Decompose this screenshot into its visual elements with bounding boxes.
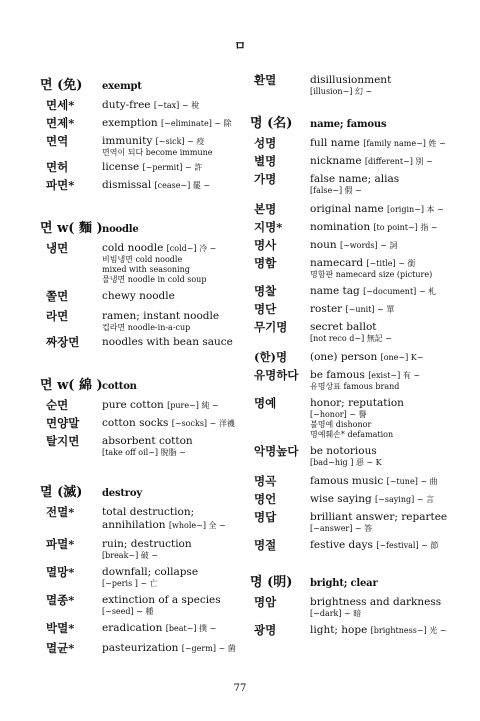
entry [40, 538, 240, 566]
entry-note: [one~] K~ [380, 353, 424, 362]
entry-word: 환멸 [254, 73, 277, 87]
entry [40, 566, 240, 594]
entry [250, 303, 465, 321]
entry-sub: [~peris ] ~ 亡 [102, 579, 158, 588]
entry-def: ramen; instant noodle [102, 310, 220, 322]
entry-sub: [bad~hig ] 惡 ~ K [310, 458, 382, 467]
section-gloss: exempt [102, 81, 142, 92]
entry-def: eradication [102, 622, 166, 634]
entry-note: [whole~] 全 ~ [168, 521, 226, 530]
entry-note: [~tax] ~ 稅 [153, 101, 200, 110]
entry-def: light; hope [310, 624, 371, 636]
entry [40, 135, 240, 161]
entry-note: [~permit] ~ 許 [142, 163, 203, 172]
entry-sub: [~honor] ~ 譽 [310, 410, 367, 419]
entry-note: [~festival] ~ 節 [376, 541, 439, 550]
section-headword: 면 w( 綿 ) [40, 378, 103, 393]
entry [250, 203, 465, 221]
section-heading [250, 571, 465, 590]
entry-def: be famous [310, 369, 369, 381]
entry-word: 명단 [254, 302, 277, 316]
entry-word: 냉면 [46, 241, 69, 255]
entry-note: [family name~] 姓 ~ [363, 139, 446, 148]
entry-def: wise saying [310, 493, 376, 505]
entry [40, 642, 240, 660]
entry-def: brilliant answer; repartee [310, 511, 448, 523]
entry-word: 면역 [46, 134, 69, 148]
section-heading [40, 74, 240, 93]
entry-word: 전멸* [46, 505, 75, 519]
section-gloss: noodle [102, 224, 139, 235]
entry-note: [brightness~] 光 ~ [370, 626, 447, 635]
entry-word: 명답 [254, 510, 277, 524]
entry-def: pure cotton [102, 399, 168, 411]
entry-def: nomination [310, 221, 374, 233]
entry-word: 별명 [254, 154, 277, 168]
section-gloss: destroy [102, 488, 142, 499]
entry [250, 511, 465, 539]
entry-sub: [not reco d~] 無記 ~ [310, 334, 392, 343]
entry [250, 351, 465, 369]
entry-word: 멸종* [46, 593, 75, 607]
entry-word: 무기명 [254, 320, 288, 334]
entry-word: 명절 [254, 538, 277, 552]
entry [40, 435, 240, 461]
section-headword: 면 (免) [40, 78, 83, 93]
section-gloss: bright; clear [310, 578, 378, 589]
entry-sub: 물냉면 noodle in cold soup [102, 275, 207, 284]
entry-def: duty-free [102, 99, 154, 111]
entry-word: 면허 [46, 160, 69, 174]
entry-word: 면세* [46, 98, 75, 112]
entry [40, 622, 240, 642]
right-column [250, 74, 465, 642]
entry-word: 파면* [46, 178, 75, 192]
entry [250, 257, 465, 285]
entry-def: absorbent cotton [102, 435, 193, 447]
entry-note: [~socks] ~ 洋襪 [171, 419, 235, 428]
entry-word: 본명 [254, 202, 277, 216]
entry-sub: 비빔냉면 cold noodle [102, 255, 183, 264]
section-gloss: name; famous [310, 119, 387, 130]
entry [250, 369, 465, 397]
entry [40, 336, 240, 354]
entry-note: [exist~] 有 ~ [368, 371, 421, 380]
entry-note: [~document] ~ 札 [363, 287, 437, 296]
entry-note: [pure~] 純 ~ [167, 401, 219, 410]
entry-sub: 면역이 되다 become immune [102, 148, 213, 157]
entry-def: original name [310, 203, 388, 215]
entry-sub: [~dark] ~ 暗 [310, 609, 362, 618]
entry-def: namecard [310, 257, 367, 269]
section-headword: 면 w( 麵 ) [40, 221, 103, 236]
entry-sub: 명함판 namecard size (picture) [310, 270, 433, 279]
entry-def: noodles with bean sauce [102, 336, 233, 348]
entry-def: noun [310, 239, 340, 251]
section-headword: 멸 (滅) [40, 485, 83, 500]
entry-sub: 명예훼손* defamation [310, 430, 394, 439]
entry-sub: [~seed] ~ 種 [102, 607, 154, 616]
entry-note: [cold~] 冷 ~ [166, 244, 217, 253]
entry-def: (one) person [310, 351, 381, 363]
entry-note: [~title] ~ 銜 [366, 259, 416, 268]
entry [250, 397, 465, 445]
entry-def: extinction of a species [102, 594, 221, 606]
entry-def: be notorious [310, 445, 377, 457]
entry [250, 475, 465, 493]
entry-word: 쫄면 [46, 289, 69, 303]
entry-def: cotton socks [102, 417, 172, 429]
entry-def: honor; reputation [310, 397, 404, 409]
entry-sub: [~answer] ~ 答 [310, 524, 373, 533]
entry-note: [~words] ~ 詞 [339, 241, 398, 250]
entry-def: full name [310, 137, 364, 149]
entry [250, 285, 465, 303]
entry-def: name tag [310, 285, 364, 297]
entry-def: famous music [310, 475, 387, 487]
entry [250, 445, 465, 475]
entry-word: 악명높다 [254, 444, 299, 458]
entry-word: 가명 [254, 172, 277, 186]
entry [40, 99, 240, 117]
entry [250, 173, 465, 203]
entry [40, 242, 240, 290]
entry-sub: [false~] 假 ~ [310, 186, 362, 195]
entry-def: cold noodle [102, 242, 167, 254]
section-heading [40, 374, 240, 393]
entry-word: 멸망* [46, 565, 75, 579]
entry-def: total destruction; annihilation [102, 506, 195, 531]
entry-def: exemption [102, 117, 162, 129]
entry-word: 명예 [254, 396, 277, 410]
entry [40, 506, 240, 538]
entry-def: license [102, 161, 143, 173]
entry-sub: [illusion~] 幻 ~ [310, 87, 373, 96]
entry-word: 탈지면 [46, 434, 80, 448]
entry [40, 290, 240, 310]
entry-note: [cease~] 罷 ~ [154, 181, 211, 190]
entry-note: [~sick] ~ 疫 [155, 137, 205, 146]
entry [40, 117, 240, 135]
entry-def: pasteurization [102, 642, 182, 654]
entry-word: 명찰 [254, 284, 277, 298]
entry-def: roster [310, 303, 346, 315]
entry-sub: 유명상표 famous brand [310, 382, 400, 391]
entry [250, 321, 465, 351]
section-headword: 명 (明) [250, 575, 293, 590]
entry-note: [~germ] ~ 菌 [181, 644, 236, 653]
entry-def: brightness and darkness [310, 596, 442, 608]
entry-word: 명함 [254, 256, 277, 270]
entry-sub: mixed with seasoning [102, 265, 190, 274]
entry [250, 155, 465, 173]
entry-note: [to point~] 指 ~ [373, 223, 438, 232]
entry-sub: 불명예 dishonor [310, 420, 372, 429]
entry-def: disillusionment [310, 74, 392, 86]
entry-note: [different~] 別 ~ [364, 157, 433, 166]
section-heading [40, 217, 240, 236]
entry-word: 유명하다 [254, 368, 299, 382]
entry-def: immunity [102, 135, 156, 147]
entry-note: [origin~] 本 ~ [387, 205, 444, 214]
entry-sub: [break~] 破 ~ [102, 551, 159, 560]
entry [40, 417, 240, 435]
entry [250, 493, 465, 511]
entry-word: 명언 [254, 492, 277, 506]
entry-word: 파멸* [46, 537, 75, 551]
entry-word: 광명 [254, 623, 277, 637]
entry [250, 221, 465, 239]
entry [250, 239, 465, 257]
entry-word: 라면 [46, 309, 69, 323]
entry-word: 명곡 [254, 474, 277, 488]
entry-def: festive days [310, 539, 377, 551]
entry-word: 명사 [254, 238, 277, 252]
entry-sub: 컵라면 noodle-in-a-cup [102, 323, 191, 332]
entry-def: secret ballot [310, 321, 377, 333]
section-gloss: cotton [102, 381, 137, 392]
entry-def: downfall; collapse [102, 566, 199, 578]
entry-word: 순면 [46, 398, 69, 412]
entry [250, 539, 465, 557]
section-heading [40, 481, 240, 500]
entry-word: 면제* [46, 116, 75, 130]
entry [40, 310, 240, 336]
entry-note: [beat~] 撲 ~ [165, 624, 217, 633]
entry-def: dismissal [102, 179, 155, 191]
entry-def: false name; alias [310, 173, 400, 185]
entry-note: [~saying] ~ 言 [375, 495, 435, 504]
entry-def: nickname [310, 155, 365, 167]
entry-word: 면양말 [46, 416, 80, 430]
entry-def: chewy noodle [102, 290, 175, 302]
entry-word: 멸균* [46, 641, 75, 655]
entry-note: [~tune] ~ 曲 [386, 477, 438, 486]
entry-note: [~eliminate] ~ 除 [161, 119, 232, 128]
entry-word: 박멸* [46, 621, 75, 635]
entry [250, 74, 465, 112]
page-header: ㅁ [234, 39, 246, 53]
left-column [40, 74, 240, 660]
entry-word: 지명* [254, 220, 283, 234]
entry-sub: [take off oil~] 脫脂 ~ [102, 448, 186, 457]
entry-note: [~unit] ~ 單 [345, 305, 395, 314]
entry [250, 137, 465, 155]
entry [40, 161, 240, 179]
entry [250, 624, 465, 642]
entry [250, 596, 465, 624]
entry-word: 성명 [254, 136, 277, 150]
entry-def: ruin; destruction [102, 538, 192, 550]
page-number: 77 [233, 683, 247, 694]
section-headword: 명 (名) [250, 116, 293, 131]
entry [40, 399, 240, 417]
entry-word: (한)명 [254, 350, 288, 364]
entry-word: 짜장면 [46, 335, 80, 349]
entry-word: 명암 [254, 595, 277, 609]
section-heading [250, 112, 465, 131]
entry [40, 179, 240, 197]
entry [40, 594, 240, 622]
